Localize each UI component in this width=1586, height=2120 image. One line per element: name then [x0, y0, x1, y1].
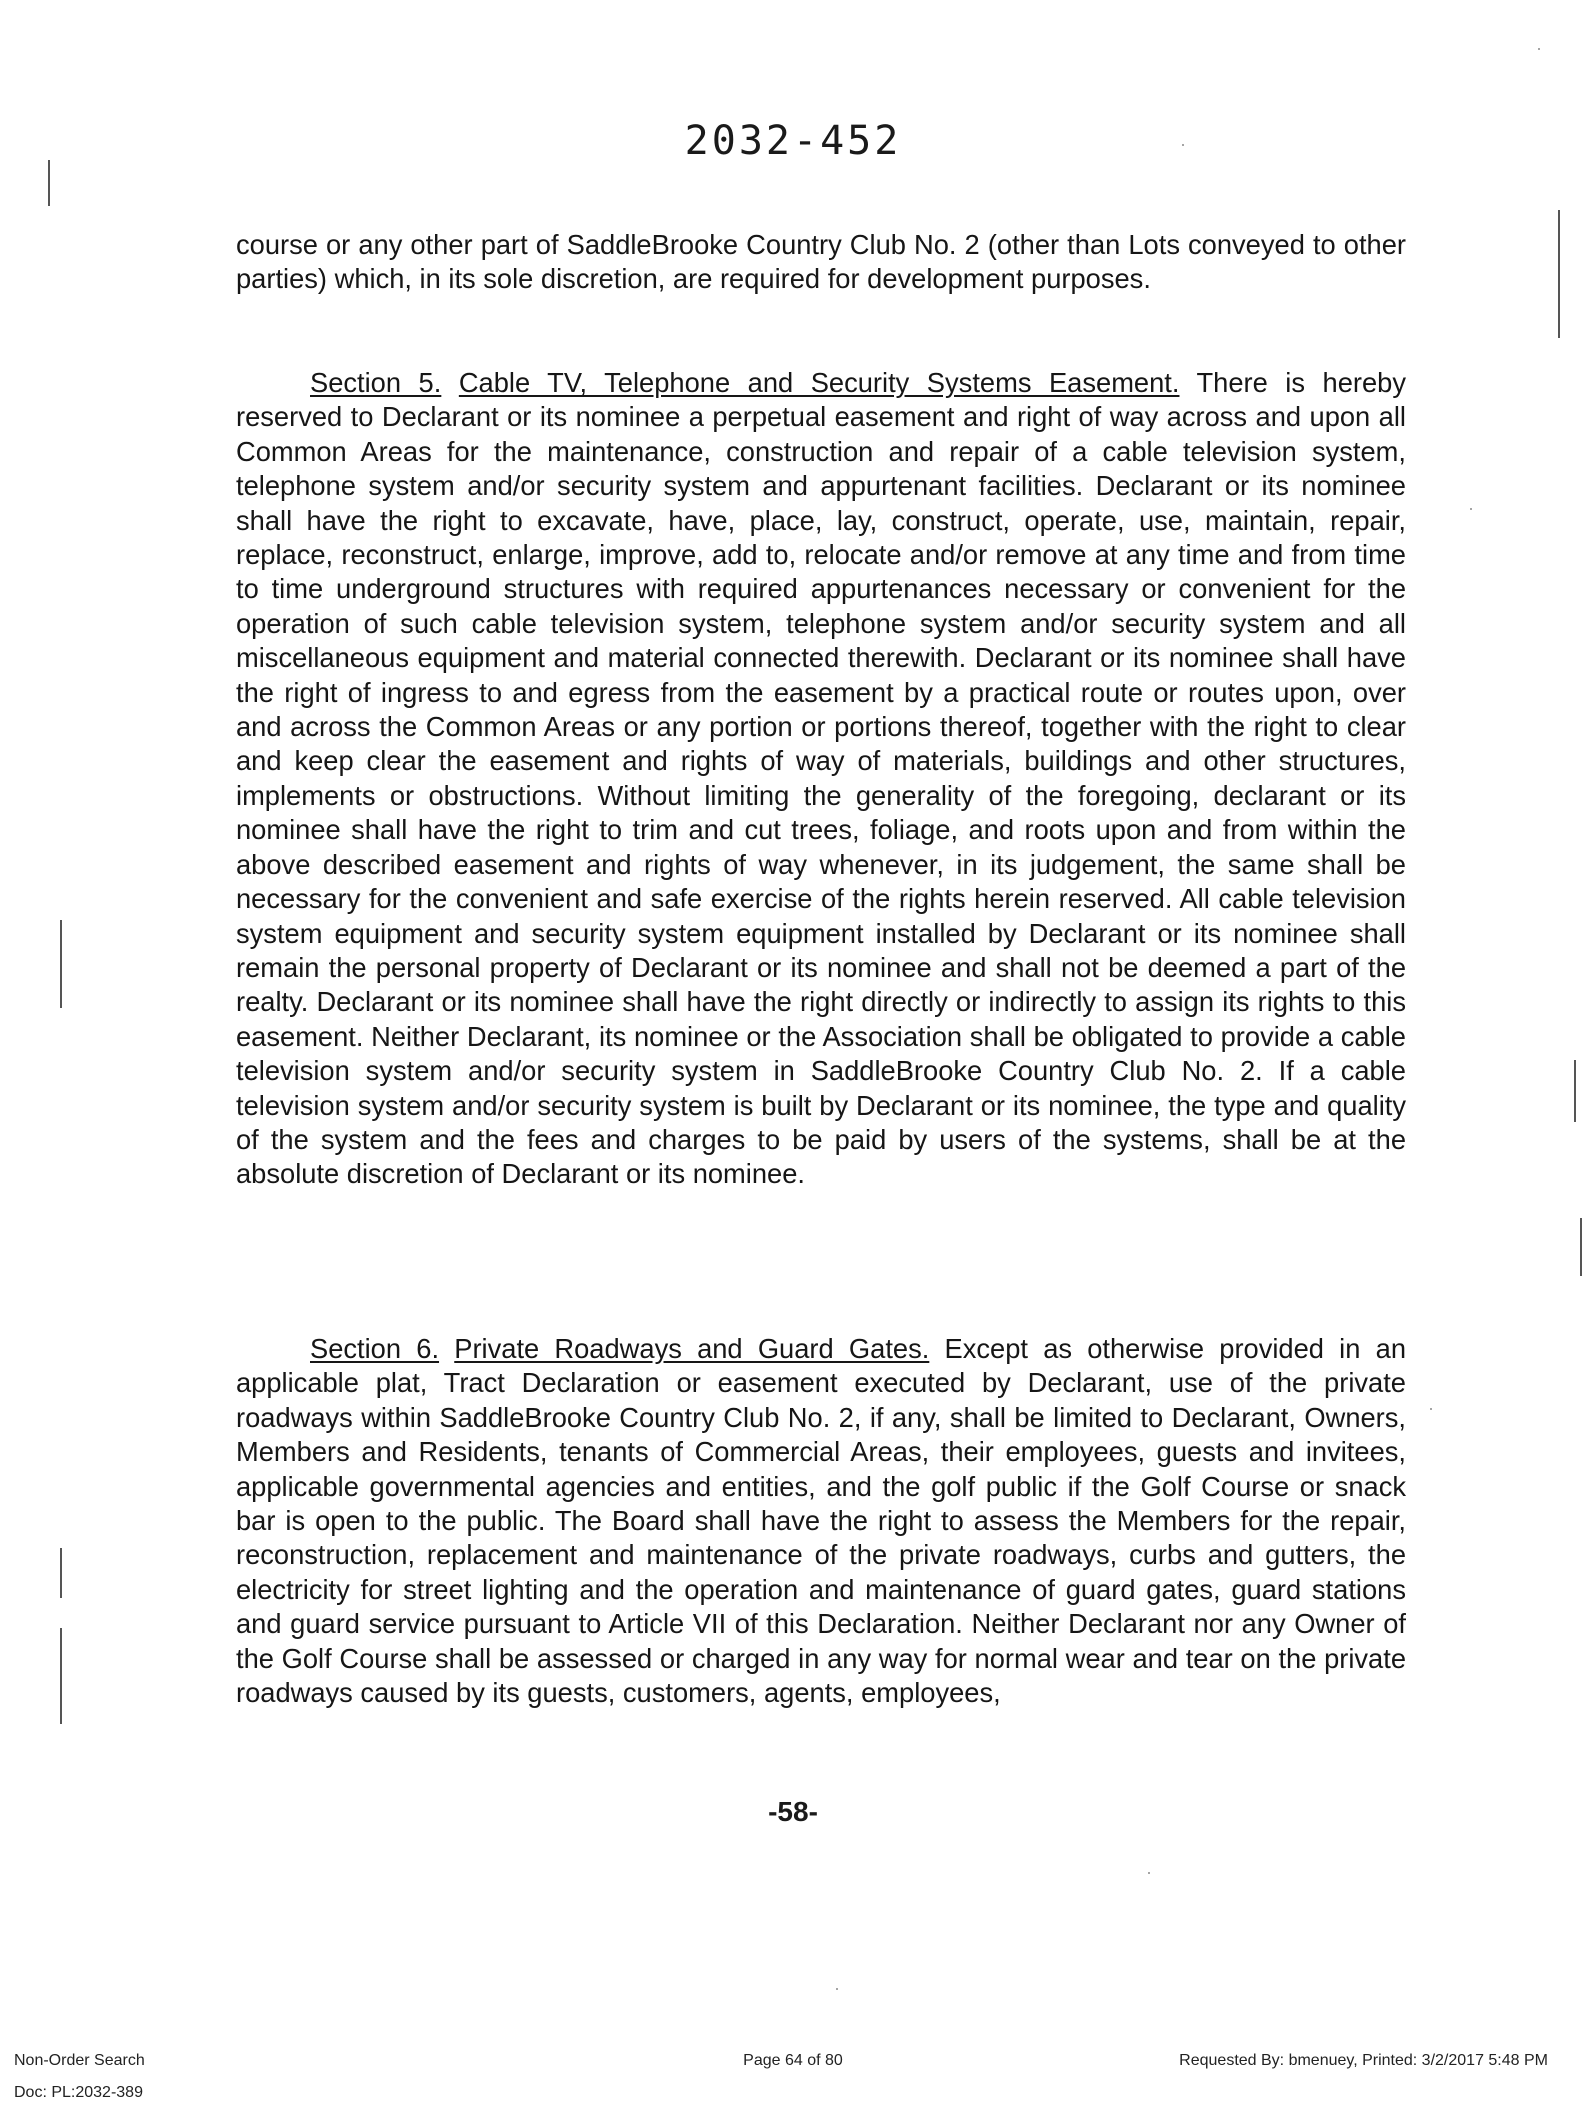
scan-speck [836, 1988, 838, 1990]
scan-mark [1558, 210, 1560, 338]
page-number: -58- [768, 1796, 818, 1827]
section-5-body: There is hereby reserved to Declarant or its nominee a perpetual easement and right of way across and upon all Common Areas for the maintenance, construction and repair of a cable television system, telephone system and/or security system and appurtenant facilities. Declarant or its nominee shall have the right to excavate, have, place, lay, construct, operate, use, maintain, repair, replace, reconstruct, enlarge, improve, add to, relocate and/or remove at any time and from time to time underground structures with required appurtenances necessary or convenient for the operation of such cable television system, telephone system and/or security system and all miscellaneous equipment and material connected therewith. Declarant or its nominee shall have the right of ingress to and egress from the easement by a practical route or routes upon, over and across the Common Areas or any portion or portions thereof, together with the right to clear and keep clear the easement and rights of way of materials, buildings and other structures, implements or obstructions. Without limiting the generality of the foregoing, declarant or its nominee shall have the right to trim and cut trees, foliage, and roots upon and from within the above described easement and rights of way whenever, in its judgement, the same shall be necessary for the convenient and safe exercise of the rights herein reserved. All cable television system equipment and security system equipment installed by Declarant or its nominee shall remain the personal property of Declarant or its nominee and shall not be deemed a part of the realty. Declarant or its nominee shall have the right directly or indirectly to assign its rights to this easement. Neither Declarant, its nominee or the Association shall be obligated to provide a cable television system and/or security system in SaddleBrooke Country Club No. 2. If a cable television system and/or security system is built by Declarant or its nominee, the type and quality of the system and the fees and charges to be paid by users of the systems, shall be at the absolute discretion of Declarant or its nominee. [236, 367, 1406, 1190]
section-5-heading-title: Cable TV, Telephone and Security Systems Easement. [458, 367, 1180, 398]
footer-requested-by: Requested By: bmenuey, Printed: 3/2/2017 5:48 PM [1179, 2052, 1548, 2069]
scan-speck [1470, 508, 1472, 510]
scan-mark [60, 920, 62, 1008]
document-number: 2032-452 [684, 118, 902, 164]
scan-speck [1148, 1872, 1150, 1874]
section-5-heading-number: Section 5. [310, 367, 442, 398]
scan-mark [48, 160, 50, 206]
section-6-heading-number: Section 6. [310, 1333, 440, 1364]
scan-speck [1430, 1408, 1432, 1410]
footer-doc-id: Doc: PL:2032-389 [14, 2084, 143, 2101]
paragraph-section-5 [236, 366, 1406, 1192]
paragraph-continuation: course or any other part of SaddleBrooke Country Club No. 2 (other than Lots conveyed to other parties) which, in its sole discretion, are required for development purposes. [236, 229, 1406, 295]
footer-page-count: Page 64 of 80 [743, 2052, 843, 2069]
scan-speck [1182, 144, 1184, 146]
section-6-heading-title: Private Roadways and Guard Gates. [454, 1333, 930, 1364]
footer-search-type: Non-Order Search [14, 2052, 145, 2069]
scan-mark [1574, 1060, 1576, 1122]
paragraph-section-6 [236, 1332, 1406, 1710]
scan-mark [60, 1548, 62, 1598]
scan-mark [1580, 1218, 1582, 1276]
section-6-body: Except as otherwise provided in an applicable plat, Tract Declaration or easement executed by Declarant, use of the private roadways within SaddleBrooke Country Club No. 2, if any, shall be limited to Declarant, Owners, Members and Residents, tenants of Commercial Areas, their employees, guests and invitees, applicable governmental agencies and entities, and the golf public if the Golf Course or snack bar is open to the public. The Board shall have the right to assess the Members for the repair, reconstruction, replacement and maintenance of the private roadways, curbs and gutters, the electricity for street lighting and the operation and maintenance of guard gates, guard stations and guard service pursuant to Article VII of this Declaration. Neither Declarant nor any Owner of the Golf Course shall be assessed or charged in any way for normal wear and tear on the private roadways caused by its guests, customers, agents, employees, [236, 1333, 1406, 1709]
scan-speck [1538, 48, 1540, 50]
scan-mark [60, 1628, 62, 1724]
